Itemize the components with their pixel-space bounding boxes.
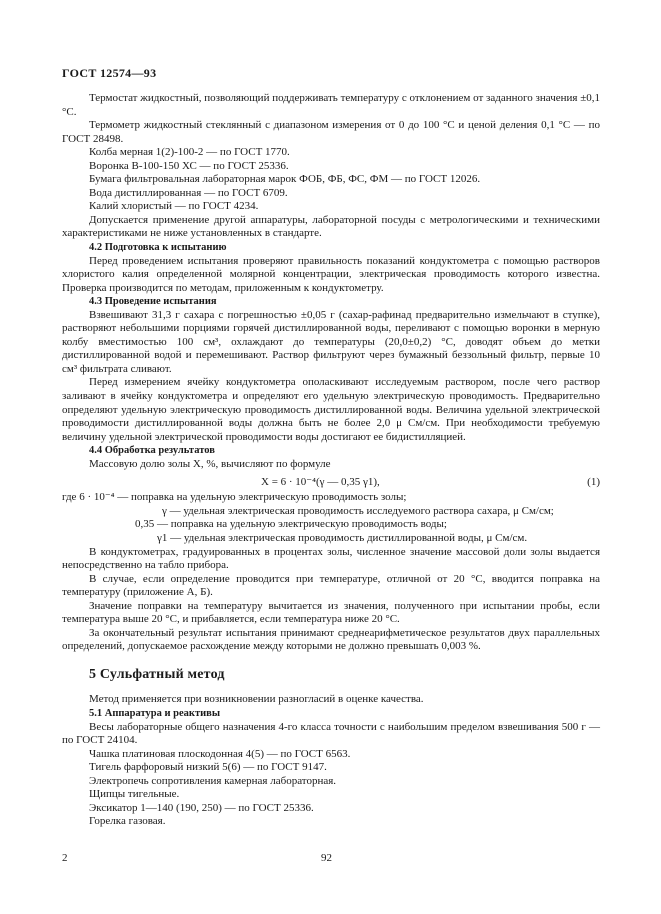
paragraph: Метод применяется при возникновении разногласий в оценке качества. (89, 693, 424, 706)
paragraph: Термометр жидкостный стеклянный с диапазоном измерения от 0 до 100 °С и ценой деления 0,1 °С — по ГОСТ 28498. (62, 119, 600, 145)
paragraph: Чашка платиновая плоскодонная 4(5) — по ГОСТ 6563. (89, 747, 351, 760)
page-number-center: 92 (321, 852, 332, 864)
paragraph: Перед измерением ячейку кондуктометра ополаскивают исследуемым раствором, после чего раствор заливают в ячейку кондуктометра и определяют его удельную электрическую проводимость. Предварительно определяют удельную электрическую проводимость дистиллированной воды. Величина удельной электрической проводимости дистиллированной воды должна быть не более 2,0 μ См/см. При необходимости требуемую величину удельной электрической проводимости воды достигают ее бидистилляцией. (62, 376, 600, 443)
where-line: где 6 · 10⁻⁴ — поправка на удельную электрическую проводимость золы; (62, 491, 407, 504)
paragraph: В случае, если определение проводится при температуре, отличной от 20 °С, вводится поправка на температуру (приложение А, Б). (62, 572, 600, 599)
document-header: ГОСТ 12574—93 (62, 66, 157, 80)
paragraph: В кондуктометрах, градуированных в процентах золы, численное значение массовой доли золы выдается непосредственно на табло прибора. (62, 545, 600, 572)
paragraph: Взвешивают 31,3 г сахара с погрешностью ±0,05 г (сахар-рафинад предварительно измельчают в ступке), растворяют небольшими порциями горячей дистиллированной воды, переливают с помощью воронки в мерную колбу вместимостью 100 см³, охлаждают до температуры (20,0±0,2) °С, доводят объем до метки дистиллированной водой и перемешивают. Раствор фильтруют через бумажный беззольный фильтр, первые 10 см³ фильтрата сливают. (62, 308, 600, 375)
paragraph: Воронка В-100-150 ХС — по ГОСТ 25336. (89, 159, 289, 172)
paragraph: Тигель фарфоровый низкий 5(6) — по ГОСТ 9147. (89, 761, 327, 774)
paragraph: Колба мерная 1(2)-100-2 — по ГОСТ 1770. (89, 146, 290, 159)
page-number-left: 2 (62, 852, 68, 864)
paragraph: За окончательный результат испытания принимают среднеарифметическое результатов двух параллельных определений, допускаемое расхождение между которыми не должно превышать 0,003 %. (62, 626, 600, 653)
paragraph: Эксикатор 1—140 (190, 250) — по ГОСТ 25336. (89, 801, 314, 814)
paragraph: Весы лабораторные общего назначения 4-го класса точности с наибольшим пределом взвешивания 500 г — по ГОСТ 24104. (62, 720, 600, 747)
paragraph: Калий хлористый — по ГОСТ 4234. (89, 200, 259, 213)
paragraph: Перед проведением испытания проверяют правильность показаний кондуктометра с помощью растворов хлористого калия определенной молярной концентрации, электрическая проводимость которого известна. Проверка производится по методам, приложенным к кондуктометру. (62, 254, 600, 294)
formula-expression: X = 6 · 10⁻⁴(γ — 0,35 γ1), (261, 476, 380, 489)
paragraph: Горелка газовая. (89, 815, 166, 828)
section-heading-4-4: 4.4 Обработка результатов (89, 445, 215, 457)
section-heading-4-3: 4.3 Проведение испытания (89, 296, 217, 308)
paragraph: Бумага фильтровальная лабораторная марок ФОБ, ФБ, ФС, ФМ — по ГОСТ 12026. (89, 173, 481, 186)
paragraph: Допускается применение другой аппаратуры, лабораторной посуды с метрологическими и техническими характеристиками не ниже установленных в стандарте. (62, 213, 600, 240)
section-heading-5: 5 Сульфатный метод (89, 666, 225, 682)
formula-number: (1) (587, 476, 600, 489)
paragraph: Электропечь сопротивления камерная лабораторная. (89, 774, 337, 787)
where-line: γ — удельная электрическая проводимость исследуемого раствора сахара, μ См/см; (162, 504, 554, 517)
section-heading-5-1: 5.1 Аппаратура и реактивы (89, 707, 221, 719)
paragraph: Щипцы тигельные. (89, 788, 180, 801)
paragraph: Вода дистиллированная — по ГОСТ 6709. (89, 186, 288, 199)
where-line: γ1 — удельная электрическая проводимость дистиллированной воды, μ См/см. (157, 531, 528, 544)
formula-block (62, 475, 600, 491)
document-body (62, 92, 600, 829)
paragraph: Массовую долю золы Х, %, вычисляют по формуле (89, 457, 331, 470)
where-line: 0,35 — поправка на удельную электрическую проводимость воды; (135, 518, 447, 531)
section-heading-4-2: 4.2 Подготовка к испытанию (89, 242, 227, 254)
paragraph: Значение поправки на температуру вычитается из значения, полученного при испытании пробы, если температура выше 20 °С, и прибавляется, если температура ниже 20 °С. (62, 599, 600, 626)
paragraph: Термостат жидкостный, позволяющий поддерживать температуру с отклонением от заданного значения ±0,1 °С. (62, 92, 600, 118)
